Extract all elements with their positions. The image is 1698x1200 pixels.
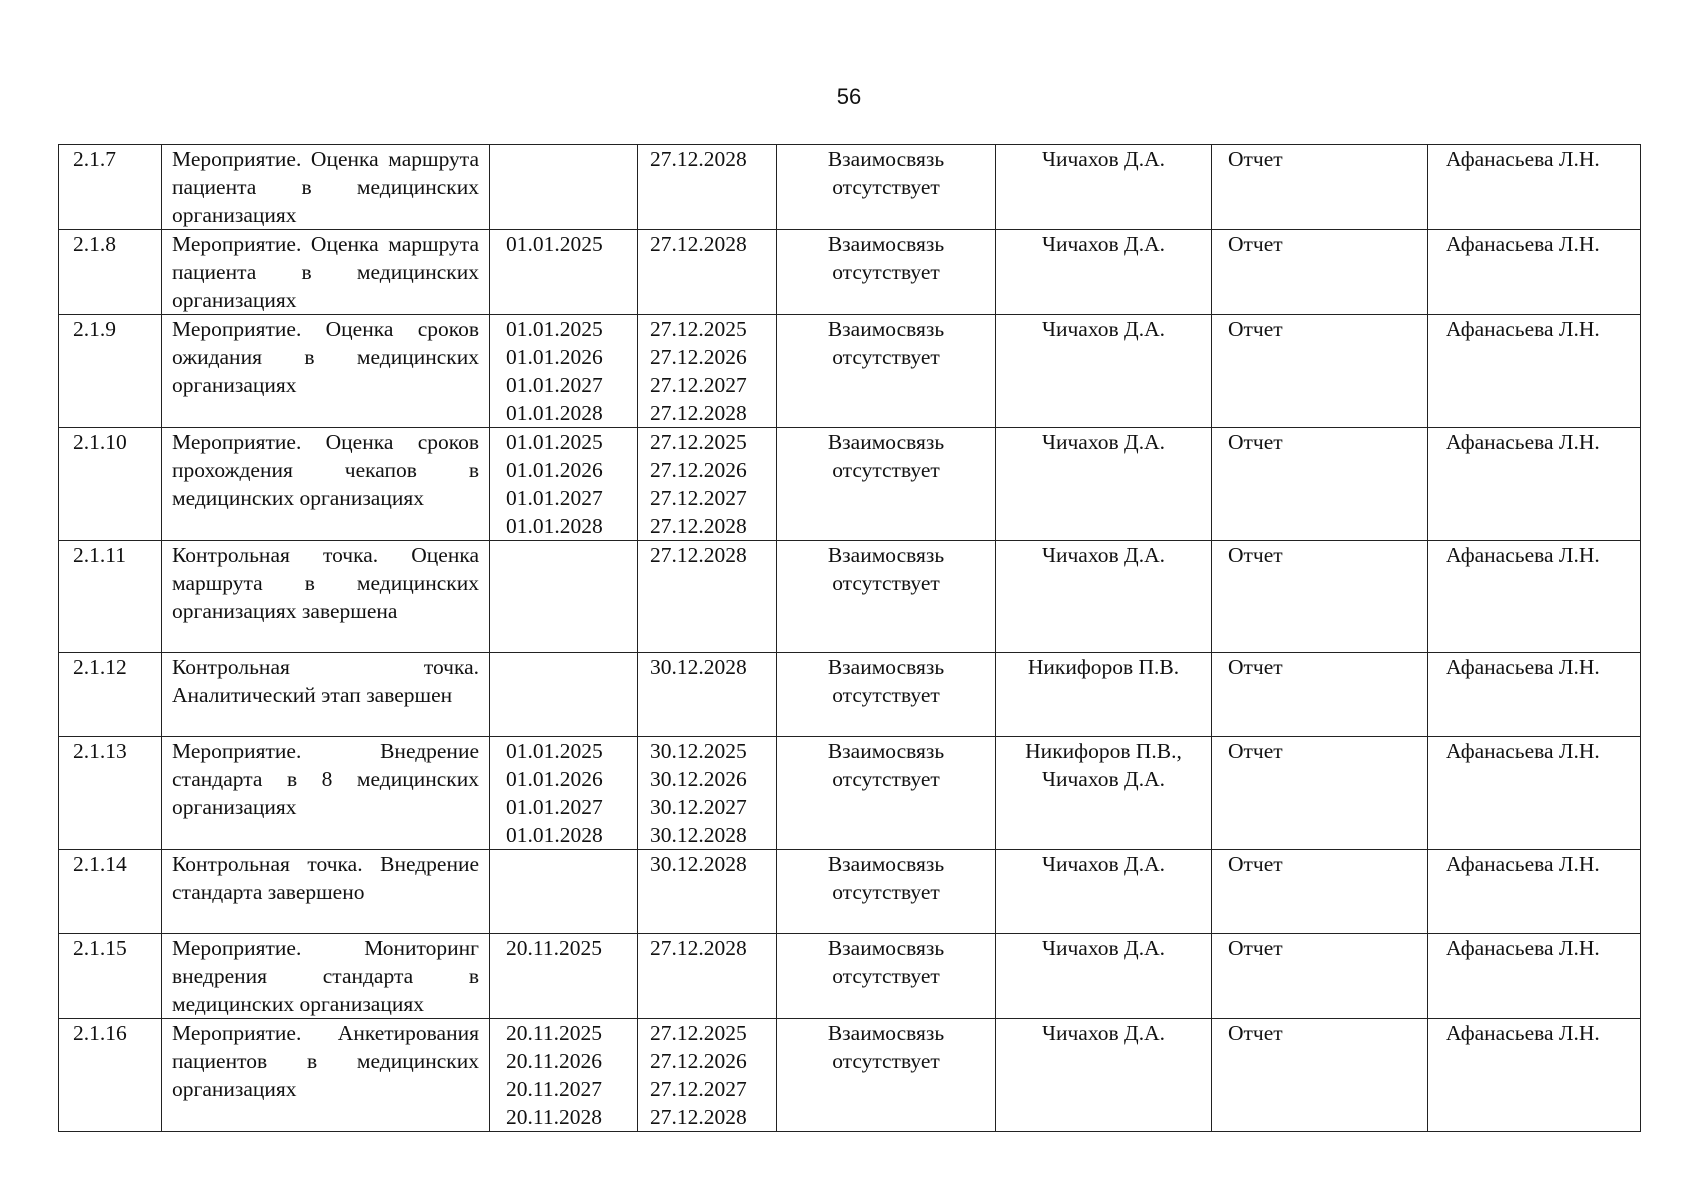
table-row [59,850,1641,934]
start-date-cell [490,230,638,315]
end-date-cell [638,1019,777,1132]
start-date: 01.01.2026 [506,458,603,482]
row-number-cell [59,428,162,541]
end-date-cell [638,230,777,315]
relationship-text: Взаимосвязь отсутствует [827,852,945,904]
responsible-cell [996,737,1212,850]
event-name-cell [162,541,490,653]
start-date-cell [490,934,638,1019]
table-row [59,428,1641,541]
responsible-person: Чичахов Д.А. [1042,317,1165,341]
responsible-person: Чичахов Д.А. [1042,543,1165,567]
end-date: 27.12.2027 [650,1077,747,1101]
end-date: 27.12.2025 [650,1021,747,1045]
row-number-cell [59,145,162,230]
end-date: 27.12.2027 [650,373,747,397]
event-name-cell [162,428,490,541]
table-row [59,230,1641,315]
relationship-cell [777,1019,996,1132]
responsible-person: Никифоров П.В. [1027,655,1180,679]
document-type-cell [1212,653,1428,737]
row-number: 2.1.7 [73,147,116,171]
table-row [59,145,1641,230]
end-date: 27.12.2025 [650,317,747,341]
controller-cell [1428,230,1641,315]
row-number-cell [59,934,162,1019]
row-number-cell [59,315,162,428]
start-date: 20.11.2027 [506,1077,602,1101]
document-type-cell [1212,145,1428,230]
event-name-cell [162,653,490,737]
event-name: Контрольная точка. Аналитический этап завершен [172,655,479,707]
table-row [59,653,1641,737]
start-date-cell [490,737,638,850]
end-date: 27.12.2028 [650,543,747,567]
end-date: 27.12.2028 [650,1105,747,1129]
plan-table [58,144,1641,1132]
document-type-cell [1212,230,1428,315]
row-number: 2.1.10 [73,430,127,454]
relationship-cell [777,850,996,934]
responsible-person: Чичахов Д.А. [1042,232,1165,256]
event-name: Контрольная точка. Внедрение стандарта завершено [172,852,479,904]
event-name: Мероприятие. Оценка сроков ожидания в медицинских организациях [172,317,479,397]
controller-person: Афанасьева Л.Н. [1446,232,1600,256]
end-date-cell [638,737,777,850]
start-date: 20.11.2025 [506,1021,602,1045]
start-date-cell [490,1019,638,1132]
start-date: 20.11.2028 [506,1105,602,1129]
controller-person: Афанасьева Л.Н. [1446,739,1600,763]
responsible-cell [996,1019,1212,1132]
end-date-cell [638,315,777,428]
controller-person: Афанасьева Л.Н. [1446,936,1600,960]
start-date: 01.01.2027 [506,373,603,397]
relationship-cell [777,934,996,1019]
responsible-cell [996,428,1212,541]
page-number: 56 [836,84,862,109]
row-number-cell [59,850,162,934]
start-date-cell [490,315,638,428]
row-number: 2.1.15 [73,936,127,960]
event-name-cell [162,934,490,1019]
end-date: 27.12.2026 [650,345,747,369]
row-number: 2.1.13 [73,739,127,763]
responsible-cell [996,934,1212,1019]
document-type: Отчет [1228,317,1283,341]
event-name: Мероприятие. Оценка маршрута пациента в медицинских организациях [172,147,479,227]
event-name-cell [162,1019,490,1132]
start-date-cell [490,428,638,541]
relationship-text: Взаимосвязь отсутствует [827,543,945,595]
document-type: Отчет [1228,232,1283,256]
event-name-cell [162,315,490,428]
end-date: 27.12.2025 [650,430,747,454]
start-date: 01.01.2025 [506,430,603,454]
row-number-cell [59,737,162,850]
responsible-cell [996,230,1212,315]
start-date: 01.01.2028 [506,514,603,538]
start-date: 01.01.2026 [506,345,603,369]
start-date-cell [490,541,638,653]
event-name: Мероприятие. Оценка маршрута пациента в медицинских организациях [172,232,479,312]
controller-cell [1428,315,1641,428]
document-type: Отчет [1228,936,1283,960]
responsible-person: Чичахов Д.А. [1042,430,1165,454]
end-date-cell [638,850,777,934]
document-type-cell [1212,934,1428,1019]
end-date-cell [638,934,777,1019]
table-row [59,934,1641,1019]
relationship-cell [777,428,996,541]
relationship-text: Взаимосвязь отсутствует [827,739,945,791]
row-number-cell [59,230,162,315]
table-row [59,737,1641,850]
relationship-cell [777,737,996,850]
controller-cell [1428,737,1641,850]
document-type: Отчет [1228,543,1283,567]
relationship-cell [777,230,996,315]
end-date: 27.12.2028 [650,936,747,960]
end-date: 30.12.2025 [650,739,747,763]
start-date-cell [490,850,638,934]
relationship-cell [777,315,996,428]
controller-cell [1428,428,1641,541]
document-type: Отчет [1228,147,1283,171]
event-name: Мероприятие. Анкетирования пациентов в медицинских организациях [172,1021,479,1101]
row-number-cell [59,653,162,737]
document-type-cell [1212,850,1428,934]
document-type-cell [1212,541,1428,653]
controller-person: Афанасьева Л.Н. [1446,543,1600,567]
document-type-cell [1212,315,1428,428]
start-date: 01.01.2026 [506,767,603,791]
event-name: Мероприятие. Оценка сроков прохождения чекапов в медицинских организациях [172,430,479,510]
start-date-cell [490,653,638,737]
event-name-cell [162,230,490,315]
relationship-text: Взаимосвязь отсутствует [827,655,945,707]
responsible-cell [996,541,1212,653]
relationship-text: Взаимосвязь отсутствует [827,232,945,284]
end-date: 27.12.2026 [650,1049,747,1073]
end-date-cell [638,145,777,230]
row-number: 2.1.8 [73,232,116,256]
row-number: 2.1.11 [73,543,126,567]
start-date: 01.01.2027 [506,486,603,510]
table-row [59,315,1641,428]
document-type: Отчет [1228,852,1283,876]
end-date: 30.12.2028 [650,655,747,679]
controller-person: Афанасьева Л.Н. [1446,430,1600,454]
end-date: 27.12.2028 [650,401,747,425]
controller-cell [1428,934,1641,1019]
start-date: 01.01.2025 [506,739,603,763]
end-date: 27.12.2028 [650,232,747,256]
table-row [59,541,1641,653]
responsible-person: Никифоров П.В., Чичахов Д.А. [1025,739,1182,791]
start-date: 01.01.2028 [506,401,603,425]
controller-cell [1428,145,1641,230]
start-date-cell [490,145,638,230]
relationship-cell [777,145,996,230]
document-type: Отчет [1228,655,1283,679]
event-name: Контрольная точка. Оценка маршрута в медицинских организациях завершена [172,543,479,623]
event-name-cell [162,737,490,850]
event-name: Мероприятие. Мониторинг внедрения стандарта в медицинских организациях [172,936,479,1016]
responsible-cell [996,850,1212,934]
controller-person: Афанасьева Л.Н. [1446,655,1600,679]
responsible-cell [996,653,1212,737]
event-name-cell [162,145,490,230]
start-date: 20.11.2025 [506,936,602,960]
end-date: 30.12.2028 [650,823,747,847]
relationship-text: Взаимосвязь отсутствует [827,147,945,199]
start-date: 01.01.2027 [506,795,603,819]
responsible-cell [996,145,1212,230]
relationship-text: Взаимосвязь отсутствует [827,1021,945,1073]
document-type-cell [1212,1019,1428,1132]
controller-person: Афанасьева Л.Н. [1446,1021,1600,1045]
relationship-text: Взаимосвязь отсутствует [827,430,945,482]
document-type: Отчет [1228,739,1283,763]
relationship-cell [777,541,996,653]
end-date: 30.12.2027 [650,795,747,819]
start-date: 01.01.2025 [506,232,603,256]
end-date: 30.12.2028 [650,852,747,876]
controller-person: Афанасьева Л.Н. [1446,317,1600,341]
row-number-cell [59,541,162,653]
end-date: 27.12.2026 [650,458,747,482]
start-date: 01.01.2028 [506,823,603,847]
end-date: 27.12.2028 [650,514,747,538]
end-date: 27.12.2028 [650,147,747,171]
responsible-person: Чичахов Д.А. [1042,936,1165,960]
responsible-person: Чичахов Д.А. [1042,1021,1165,1045]
row-number-cell [59,1019,162,1132]
document-type-cell [1212,428,1428,541]
responsible-person: Чичахов Д.А. [1042,147,1165,171]
end-date-cell [638,653,777,737]
controller-cell [1428,541,1641,653]
end-date-cell [638,541,777,653]
controller-person: Афанасьева Л.Н. [1446,147,1600,171]
controller-cell [1428,653,1641,737]
row-number: 2.1.12 [73,655,127,679]
document-type: Отчет [1228,430,1283,454]
event-name: Мероприятие. Внедрение стандарта в 8 медицинских организациях [172,739,479,819]
start-date: 01.01.2025 [506,317,603,341]
relationship-cell [777,653,996,737]
table-row [59,1019,1641,1132]
event-name-cell [162,850,490,934]
plan-table-body [59,145,1641,1132]
relationship-text: Взаимосвязь отсутствует [827,936,945,988]
end-date-cell [638,428,777,541]
row-number: 2.1.16 [73,1021,127,1045]
start-date: 20.11.2026 [506,1049,602,1073]
row-number: 2.1.9 [73,317,116,341]
relationship-text: Взаимосвязь отсутствует [827,317,945,369]
controller-person: Афанасьева Л.Н. [1446,852,1600,876]
document-type: Отчет [1228,1021,1283,1045]
row-number: 2.1.14 [73,852,127,876]
controller-cell [1428,850,1641,934]
controller-cell [1428,1019,1641,1132]
responsible-cell [996,315,1212,428]
end-date: 30.12.2026 [650,767,747,791]
end-date: 27.12.2027 [650,486,747,510]
responsible-person: Чичахов Д.А. [1042,852,1165,876]
document-type-cell [1212,737,1428,850]
